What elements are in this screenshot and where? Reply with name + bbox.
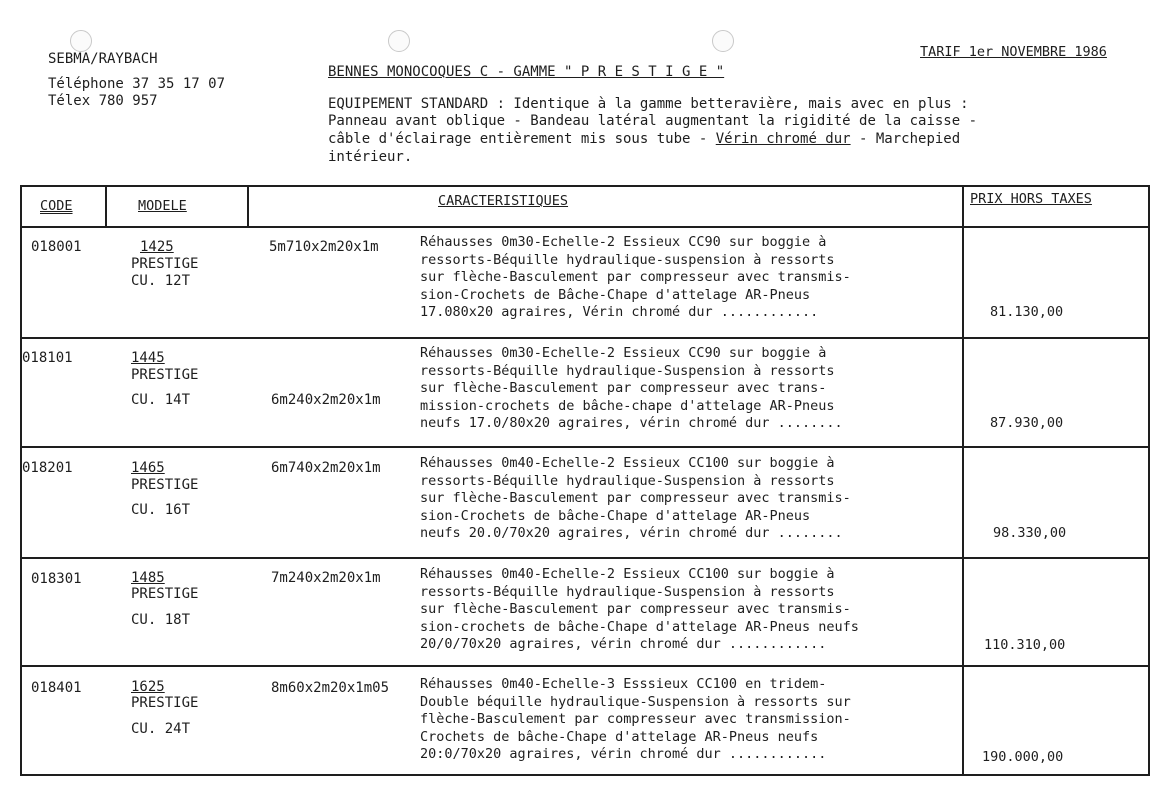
row-description: Réhausses 0m30-Echelle-2 Essieux CC90 sur boggie à ressorts-Béquille hydraulique-suspension à ressorts sur flèche-Basculement par compresseur avec transmis- sion-Crochets de Bâche-Chape d'attelage AR-Pneus 17.080x20 agraires, Vérin chromé dur ............ — [420, 234, 851, 320]
row-capacity: CU. 24T — [131, 721, 191, 737]
row-price: 190.000,00 — [982, 749, 1064, 765]
punch-hole-left — [70, 30, 92, 52]
row-model-number: 1425 — [140, 239, 174, 255]
row-model-number: 1465 — [131, 460, 165, 476]
column-divider-model — [247, 185, 249, 227]
row-dimensions: 7m240x2m20x1m — [271, 570, 381, 586]
company-telex: Télex 780 957 — [48, 93, 158, 109]
standard-equipment-line-4: intérieur. — [328, 149, 413, 165]
row-description: Réhausses 0m40-Echelle-2 Essieux CC100 sur boggie à ressorts-Béquille hydraulique-Suspension à ressorts sur flèche-Basculement par compresseur avec transmis- sion-crochets de bâche-Chape d'attelage AR-Pneus neufs 20/0/70x20 agraires, vérin chromé dur ............ — [420, 566, 859, 652]
row-model-name: PRESTIGE — [131, 586, 199, 602]
row-code: 018201 — [22, 460, 73, 476]
row-price: 81.130,00 — [990, 304, 1064, 320]
row-model-name: PRESTIGE — [131, 477, 199, 493]
row-dimensions: 5m710x2m20x1m — [269, 239, 379, 255]
row-divider-1 — [20, 337, 1150, 339]
row-description: Réhausses 0m40-Echelle-3 Esssieux CC100 en tridem- Double béquille hydraulique-Suspension à ressorts sur flèche-Basculement par compresseur avec transmission- Crochets de bâche-Chape d'attelage AR-Pneus neufs 20:0/70x20 agraires, vérin chromé dur ............ — [420, 676, 851, 762]
table-border-left — [20, 185, 22, 775]
row-divider-4 — [20, 665, 1150, 667]
row-price: 110.310,00 — [984, 637, 1066, 653]
header-code: CODE — [40, 198, 73, 214]
tariff-date: TARIF 1er NOVEMBRE 1986 — [920, 44, 1107, 60]
punch-hole-center — [388, 30, 410, 52]
standard-equipment-line-2: Panneau avant oblique - Bandeau latéral augmentant la rigidité de la caisse - — [328, 113, 978, 129]
standard-equipment-line-1: EQUIPEMENT STANDARD : Identique à la gamme betteravière, mais avec en plus : — [328, 96, 969, 112]
table-border-right — [1148, 185, 1150, 775]
column-divider-code — [105, 185, 107, 227]
row-divider-3 — [20, 557, 1150, 559]
row-divider-2 — [20, 446, 1150, 448]
row-price: 98.330,00 — [993, 525, 1067, 541]
row-model-number: 1485 — [131, 570, 165, 586]
company-name: SEBMA/RAYBACH — [48, 51, 158, 67]
row-capacity: CU. 12T — [131, 273, 191, 289]
row-description: Réhausses 0m30-Echelle-2 Essieux CC90 sur boggie à ressorts-Béquille hydraulique-Suspension à ressorts sur flèche-Basculement par compresseur avec trans- mission-crochets de bâche-chape d'attelage AR-Pneus neufs 17.0/80x20 agraires, vérin chromé dur ........ — [420, 345, 843, 431]
standard-equipment-line-3 — [328, 131, 960, 147]
header-model: MODELE — [138, 198, 187, 214]
header-characteristics: CARACTERISTIQUES — [438, 193, 569, 209]
company-phone: Téléphone 37 35 17 07 — [48, 76, 226, 92]
table-header-divider — [20, 226, 1150, 228]
row-model-number: 1445 — [131, 350, 165, 366]
row-code: 018001 — [31, 239, 82, 255]
row-model-name: PRESTIGE — [131, 367, 199, 383]
row-model-name: PRESTIGE — [131, 695, 199, 711]
row-dimensions: 8m60x2m20x1m05 — [271, 680, 390, 696]
table-border-top — [20, 185, 1150, 187]
punch-hole-right — [712, 30, 734, 52]
chrome-cylinder-highlight: Vérin chromé dur — [715, 131, 851, 147]
row-description: Réhausses 0m40-Echelle-2 Essieux CC100 sur boggie à ressorts-Béquille hydraulique-Suspension à ressorts sur flèche-Basculement par compresseur avec transmis- sion-Crochets de bâche-Chape d'attelage AR-Pneus neufs 20.0/70x20 agraires, vérin chromé dur ........ — [420, 455, 851, 541]
row-model-name: PRESTIGE — [131, 256, 199, 272]
header-price: PRIX HORS TAXES — [970, 191, 1092, 207]
row-price: 87.930,00 — [990, 415, 1064, 431]
row-dimensions: 6m240x2m20x1m — [271, 392, 381, 408]
row-capacity: CU. 14T — [131, 392, 191, 408]
row-code: 018301 — [31, 571, 82, 587]
standard-equipment-line-3a: câble d'éclairage entièrement mis sous tube - — [328, 131, 716, 147]
page-title: BENNES MONOCOQUES C - GAMME " P R E S T I G E " — [328, 64, 725, 80]
row-capacity: CU. 18T — [131, 612, 191, 628]
row-code: 018101 — [22, 350, 73, 366]
row-dimensions: 6m740x2m20x1m — [271, 460, 381, 476]
row-code: 018401 — [31, 680, 82, 696]
row-model-number: 1625 — [131, 679, 165, 695]
table-border-bottom — [20, 774, 1150, 776]
row-capacity: CU. 16T — [131, 502, 191, 518]
standard-equipment-line-3c: - Marchepied — [850, 131, 961, 147]
column-divider-price — [962, 185, 964, 775]
